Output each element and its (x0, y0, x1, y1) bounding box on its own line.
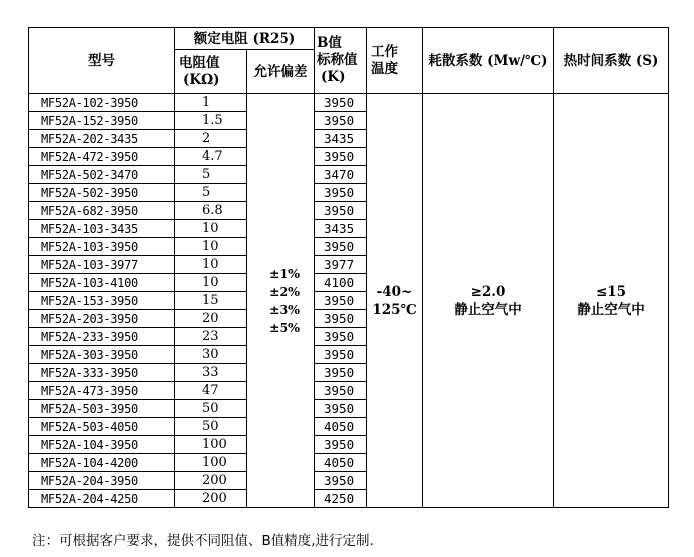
model-cell: MF52A-204-3950 (29, 472, 175, 490)
b-value-cell: 3950 (315, 400, 367, 418)
resistance-cell: 6.8 (175, 202, 247, 220)
resistance-cell: 10 (175, 274, 247, 292)
header-model: 型号 (29, 28, 175, 94)
resistance-cell: 10 (175, 238, 247, 256)
tolerance-value: ±5% (269, 319, 301, 335)
model-cell: MF52A-153-3950 (29, 292, 175, 310)
footnote: 注：可根据客户要求，提供不同阻值、B值精度,进行定制. (32, 533, 374, 549)
b-value-cell: 4050 (315, 454, 367, 472)
model-cell: MF52A-204-4250 (29, 490, 175, 508)
b-value-cell: 3435 (315, 220, 367, 238)
b-value-cell: 3950 (315, 346, 367, 364)
resistance-cell: 30 (175, 346, 247, 364)
model-cell: MF52A-203-3950 (29, 310, 175, 328)
b-value-cell: 3950 (315, 148, 367, 166)
header-dissipation: 耗散系数 (Mw/℃) (423, 28, 554, 94)
resistance-cell: 100 (175, 436, 247, 454)
b-value-cell: 3950 (315, 382, 367, 400)
model-cell: MF52A-333-3950 (29, 364, 175, 382)
header-rated-resistance: 额定电阻 (R25) (175, 28, 315, 50)
resistance-cell: 47 (175, 382, 247, 400)
resistance-cell: 5 (175, 166, 247, 184)
tolerance-value: ±1% (269, 265, 301, 281)
resistance-cell: 15 (175, 292, 247, 310)
header-time-constant: 热时间系数 (S) (554, 28, 669, 94)
resistance-cell: 2 (175, 130, 247, 148)
header-resistance-value: 电阻值 (KΩ) (175, 50, 247, 94)
model-cell: MF52A-473-3950 (29, 382, 175, 400)
model-cell: MF52A-233-3950 (29, 328, 175, 346)
model-cell: MF52A-103-3435 (29, 220, 175, 238)
thermistor-spec-table (28, 27, 669, 508)
b-value-cell: 3977 (315, 256, 367, 274)
b-value-cell: 3950 (315, 184, 367, 202)
b-value-cell: 3950 (315, 238, 367, 256)
model-cell: MF52A-503-3950 (29, 400, 175, 418)
b-value-cell: 3950 (315, 94, 367, 112)
resistance-cell: 50 (175, 400, 247, 418)
b-value-cell: 3950 (315, 436, 367, 454)
b-value-cell: 3950 (315, 472, 367, 490)
model-cell: MF52A-502-3470 (29, 166, 175, 184)
header-working-temp: 工作 温度 (367, 28, 423, 94)
header-b-value: B值 标称值 (K) (315, 28, 367, 94)
model-cell: MF52A-202-3435 (29, 130, 175, 148)
time-constant-cell: ≤15 静止空气中 (554, 94, 669, 508)
tolerance-cell (247, 94, 315, 508)
dissipation-cell: ≥2.0 静止空气中 (423, 94, 554, 508)
resistance-cell: 50 (175, 418, 247, 436)
b-value-cell: 3470 (315, 166, 367, 184)
resistance-cell: 5 (175, 184, 247, 202)
b-value-cell: 3950 (315, 202, 367, 220)
header-tolerance: 允许偏差 (247, 50, 315, 94)
model-cell: MF52A-472-3950 (29, 148, 175, 166)
resistance-cell: 200 (175, 490, 247, 508)
b-value-cell: 3950 (315, 112, 367, 130)
resistance-cell: 200 (175, 472, 247, 490)
b-value-cell: 4050 (315, 418, 367, 436)
b-value-cell: 3950 (315, 292, 367, 310)
resistance-cell: 23 (175, 328, 247, 346)
working-temp-cell: -40~ 125℃ (367, 94, 423, 508)
model-cell: MF52A-303-3950 (29, 346, 175, 364)
model-cell: MF52A-102-3950 (29, 94, 175, 112)
resistance-cell: 10 (175, 220, 247, 238)
b-value-cell: 3950 (315, 364, 367, 382)
b-value-cell: 3950 (315, 310, 367, 328)
model-cell: MF52A-682-3950 (29, 202, 175, 220)
model-cell: MF52A-152-3950 (29, 112, 175, 130)
model-cell: MF52A-503-4050 (29, 418, 175, 436)
resistance-cell: 33 (175, 364, 247, 382)
b-value-cell: 3950 (315, 328, 367, 346)
model-cell: MF52A-104-3950 (29, 436, 175, 454)
model-cell: MF52A-104-4200 (29, 454, 175, 472)
table-row (29, 94, 669, 112)
b-value-cell: 3435 (315, 130, 367, 148)
resistance-cell: 10 (175, 256, 247, 274)
b-value-cell: 4250 (315, 490, 367, 508)
resistance-cell: 4.7 (175, 148, 247, 166)
resistance-cell: 1.5 (175, 112, 247, 130)
model-cell: MF52A-103-3977 (29, 256, 175, 274)
resistance-cell: 20 (175, 310, 247, 328)
tolerance-value: ±3% (269, 301, 301, 317)
model-cell: MF52A-103-3950 (29, 238, 175, 256)
model-cell: MF52A-502-3950 (29, 184, 175, 202)
resistance-cell: 100 (175, 454, 247, 472)
b-value-cell: 4100 (315, 274, 367, 292)
model-cell: MF52A-103-4100 (29, 274, 175, 292)
resistance-cell: 1 (175, 94, 247, 112)
tolerance-value: ±2% (269, 283, 301, 299)
